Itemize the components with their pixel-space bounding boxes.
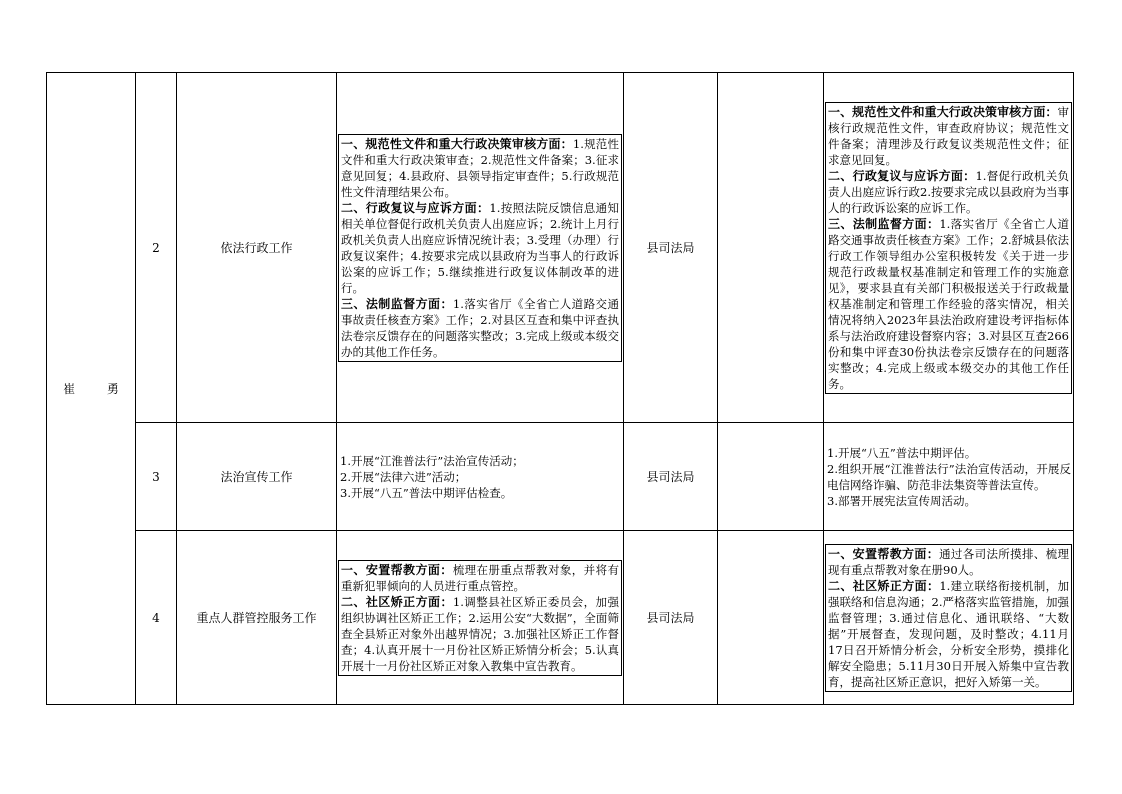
plan-text: 1.调整县社区矫正委员会，加强组织协调社区矫正工作；2.运用公安“大数据”，全面筛查全县矫正对象外出越界情况；3.加强社区矫正工作督查；4.认真开展十一月份社区矫正矫情分析会；5.认真开展十一月份社区矫正对象入教集中宣告教育。 (341, 594, 619, 673)
responsible-dept: 县司法局 (624, 73, 718, 423)
done-heading: 一、安置帮教方面： (828, 546, 940, 561)
owner-cell (47, 73, 136, 705)
done-text: 1.督促行政机关负责人出庭应诉行政2.按要求完成以县政府为当事人的行政诉讼案的应诉工作。 (828, 168, 1069, 215)
table-row (47, 423, 1074, 531)
plan-cell (337, 531, 624, 705)
plan-heading: 三、法制监督方面： (341, 296, 453, 311)
done-text: 1.建立联络衔接机制，加强联络和信息沟通；2.严格落实监管措施，加强监督管理；3.通过信息化、通讯联络、“大数据”开展督查，发现问题，及时整改；4.11月17日召开矫情分析会，分析安全形势，摸排化解安全隐患；5.11月30日开展入矫集中宣告教育，提高社区矫正意识，把好入矫第一关。 (828, 578, 1069, 689)
plan-line: 1.开展“江淮普法行”法治宣传活动； (340, 453, 524, 468)
plan-heading: 一、安置帮教方面： (341, 562, 453, 577)
done-text: 通过各司法所摸排、梳理现有重点帮教对象在册90人。 (828, 546, 1069, 577)
plan-heading: 一、规范性文件和重大行政决策审核方面： (341, 136, 573, 151)
done-heading: 二、社区矫正方面： (828, 578, 940, 593)
plan-heading: 二、社区矫正方面： (341, 594, 453, 609)
row-number: 4 (136, 531, 177, 705)
completion-cell (824, 423, 1074, 531)
plan-cell (337, 73, 624, 423)
work-plan-table (46, 72, 1074, 705)
blank-cell (718, 423, 824, 531)
responsible-dept: 县司法局 (624, 423, 718, 531)
plan-line: 3.开展“八五”普法中期评估检查。 (340, 485, 513, 500)
done-heading: 三、法制监督方面： (828, 216, 940, 231)
blank-cell (718, 531, 824, 705)
plan-text: 1.规范性文件和重大行政决策审查；2.规范性文件备案；3.征求意见回复；4.县政府、县领导指定审查件；5.行政规范性文件清理结果公布。 (341, 136, 619, 199)
blank-cell (718, 73, 824, 423)
done-line: 2.组织开展“江淮普法行”法治宣传活动，开展反电信网络诈骗、防范非法集资等普法宣传。 (827, 461, 1071, 492)
completion-cell (824, 73, 1074, 423)
work-item: 重点人群管控服务工作 (177, 531, 337, 705)
table-row (47, 531, 1074, 705)
work-item: 法治宣传工作 (177, 423, 337, 531)
done-heading: 一、规范性文件和重大行政决策审核方面： (828, 104, 1058, 119)
plan-text: 梳理在册重点帮教对象，并将有重新犯罪倾向的人员进行重点管控。 (341, 562, 619, 593)
work-item: 依法行政工作 (177, 73, 337, 423)
done-text: 审核行政规范性文件，审查政府协议；规范性文件备案；清理涉及行政复议类规范性文件；征求意见回复。 (828, 104, 1069, 167)
done-line: 3.部署开展宪法宣传周活动。 (827, 493, 976, 508)
done-text: 1.落实省厅《全省亡人道路交通事故责任核查方案》工作；2.舒城县依法行政工作领导组办公室积极转发《关于进一步规范行政裁量权基准制定和管理工作的实施意见》，要求县直有关部门积极报送关于行政裁量权基准制定和管理工作经验的落实情况，相关情况将纳入2023年县法治政府建设考评指标体系与法治政府建设督察内容；3.对县区互查266份和集中评查30份执法卷宗反馈存在的问题落实整改；4.完成上级或本级交办的其他工作任务。 (828, 216, 1069, 391)
done-heading: 二、行政复议与应诉方面： (828, 168, 976, 183)
row-number: 2 (136, 73, 177, 423)
plan-heading: 二、行政复议与应诉方面： (341, 200, 490, 215)
responsible-dept: 县司法局 (624, 531, 718, 705)
owner-name: 崔 勇 (63, 382, 133, 396)
plan-text: 1.落实省厅《全省亡人道路交通事故责任核查方案》工作；2.对县区互查和集中评查执法卷宗反馈存在的问题落实整改；3.完成上级或本级交办的其他工作任务。 (341, 296, 619, 359)
completion-cell (824, 531, 1074, 705)
plan-line: 2.开展“法律六进”活动； (340, 469, 467, 484)
row-number: 3 (136, 423, 177, 531)
plan-text: 1.按照法院反馈信息通知相关单位督促行政机关负责人出庭应诉；2.统计上月行政机关负责人出庭应诉情况统计表；3.受理（办理）行政复议案件；4.按要求完成以县政府为当事人的行政诉讼案的应诉工作；5.继续推进行政复议体制改革的进行。 (341, 200, 619, 295)
table-row (47, 73, 1074, 423)
plan-cell (337, 423, 624, 531)
done-line: 1.开展“八五”普法中期评估。 (827, 445, 977, 460)
